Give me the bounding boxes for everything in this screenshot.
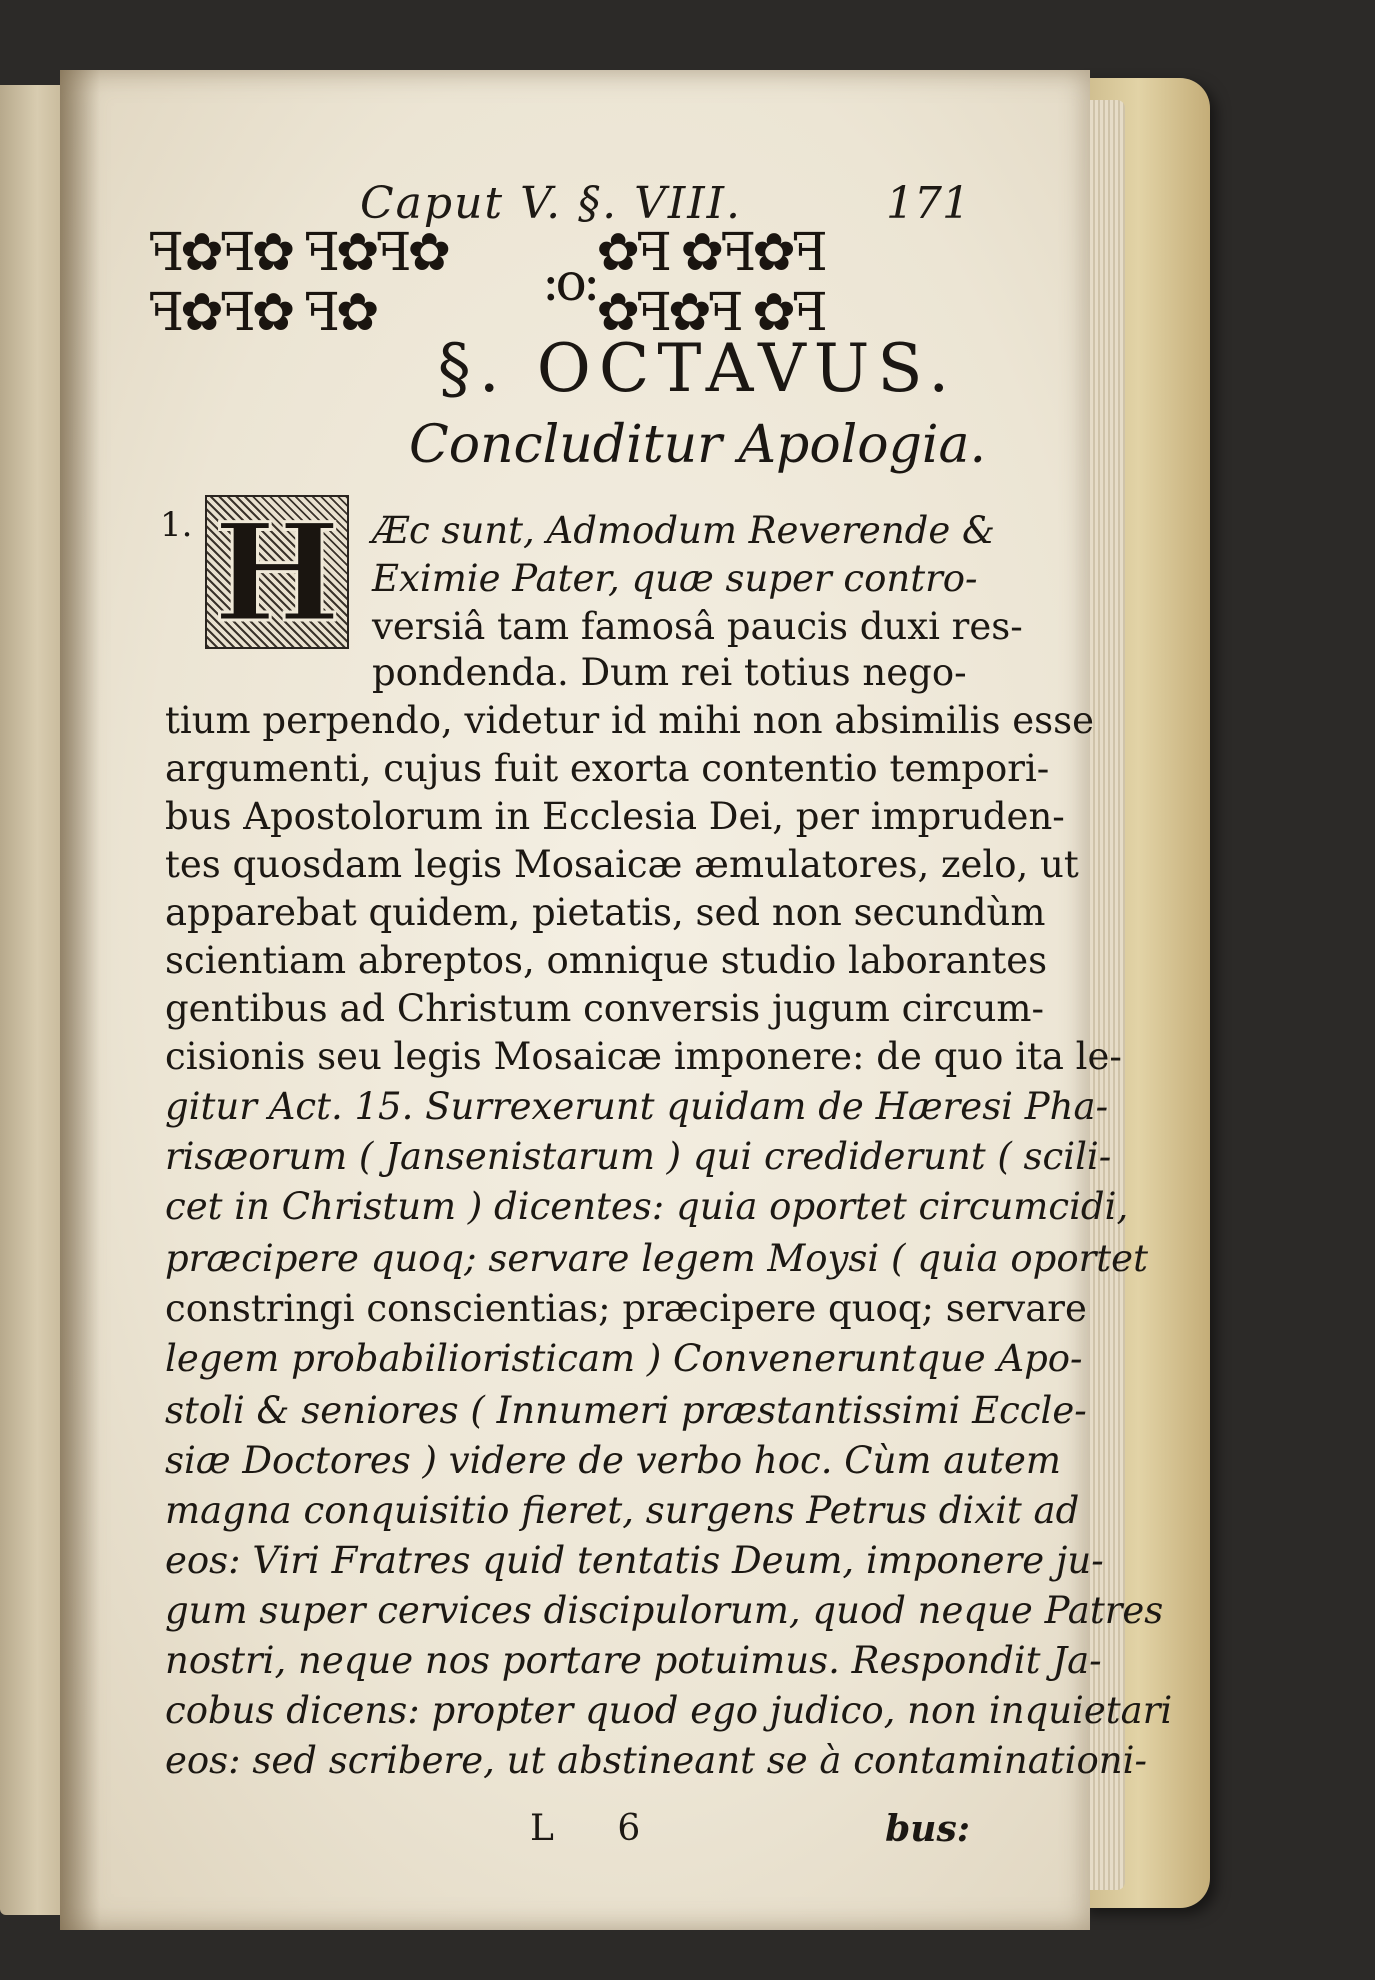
section-title: §. OCTAVUS. bbox=[437, 330, 958, 407]
text-line: eos: Viri Fratres quid tentatis Deum, imponere ju- bbox=[165, 1539, 1104, 1582]
text-line: cisionis seu legis Mosaicæ imponere: de quo ita le- bbox=[165, 1035, 1122, 1078]
catchword: bus: bbox=[885, 1808, 970, 1850]
text-line: gitur Act. 15. Surrexerunt quidam de Hæresi Pha- bbox=[165, 1085, 1109, 1128]
text-line: tium perpendo, videtur id mihi non absimilis esse bbox=[165, 699, 1094, 742]
paragraph-number: 1. bbox=[160, 505, 193, 545]
running-head: Caput V. §. VIII. bbox=[360, 178, 743, 229]
text-line: magna conquisitio fieret, surgens Petrus dixit ad bbox=[165, 1489, 1080, 1532]
text-line: bus Apostolorum in Ecclesia Dei, per impruden- bbox=[165, 795, 1065, 838]
text-line: pondenda. Dum rei totius nego- bbox=[372, 651, 967, 694]
text-line: Æc sunt, Admodum Reverende & bbox=[372, 509, 995, 552]
text-line: apparebat quidem, pietatis, sed non secundùm bbox=[165, 891, 1046, 934]
text-line: gum super cervices discipulorum, quod neque Patres bbox=[165, 1589, 1164, 1632]
text-line: versiâ tam famosâ paucis duxi res- bbox=[372, 605, 1023, 648]
page-number: 171 bbox=[886, 178, 970, 229]
text-line: eos: sed scribere, ut abstineant se à contaminationi- bbox=[165, 1739, 1147, 1782]
text-line: tes quosdam legis Mosaicæ æmulatores, zelo, ut bbox=[165, 843, 1079, 886]
signature-mark: L 6 bbox=[530, 1808, 667, 1849]
text-line: argumenti, cujus fuit exorta contentio tempori- bbox=[165, 747, 1050, 790]
ornament-band bbox=[148, 223, 938, 343]
text-line: siæ Doctores ) videre de verbo hoc. Cùm autem bbox=[165, 1439, 1061, 1482]
ornament-left: ꟻ✿ꟻ✿ ꟻ✿ꟻ✿ ꟻ✿ꟻ✿ ꟻ✿ bbox=[148, 223, 448, 343]
initial-letter: H bbox=[213, 492, 341, 652]
text-line: scientiam abreptos, omnique studio laborantes bbox=[165, 939, 1048, 982]
ornament-center: :o: bbox=[542, 253, 597, 313]
text-line: legem probabilioristicam ) Conveneruntque Apo- bbox=[165, 1337, 1083, 1380]
text-line: risæorum ( Jansenistarum ) qui crediderunt ( scili- bbox=[165, 1135, 1112, 1178]
text-line: constringi conscientias; præcipere quoq; servare bbox=[165, 1287, 1087, 1330]
text-line: cobus dicens: propter quod ego judico, non inquietari bbox=[165, 1689, 1173, 1732]
text-line: præcipere quoq; servare legem Moysi ( quia oportet bbox=[165, 1237, 1148, 1280]
text-line: stoli & seniores ( Innumeri præstantissimi Eccle- bbox=[165, 1389, 1087, 1432]
text-line: cet in Christum ) dicentes: quia oportet circumcidi, bbox=[165, 1185, 1129, 1228]
text-line: Eximie Pater, quæ super contro- bbox=[372, 557, 978, 600]
ornament-right: ✿ꟻ ✿ꟻ✿ꟻ ✿ꟻ✿ꟻ ✿ꟻ bbox=[596, 223, 824, 343]
page-footer bbox=[530, 1808, 970, 1858]
decorated-initial bbox=[205, 492, 349, 652]
text-line: nostri, neque nos portare potuimus. Respondit Ja- bbox=[165, 1639, 1102, 1682]
section-subtitle: Concluditur Apologia. bbox=[408, 415, 987, 475]
text-line: gentibus ad Christum conversis jugum circum- bbox=[165, 987, 1045, 1030]
